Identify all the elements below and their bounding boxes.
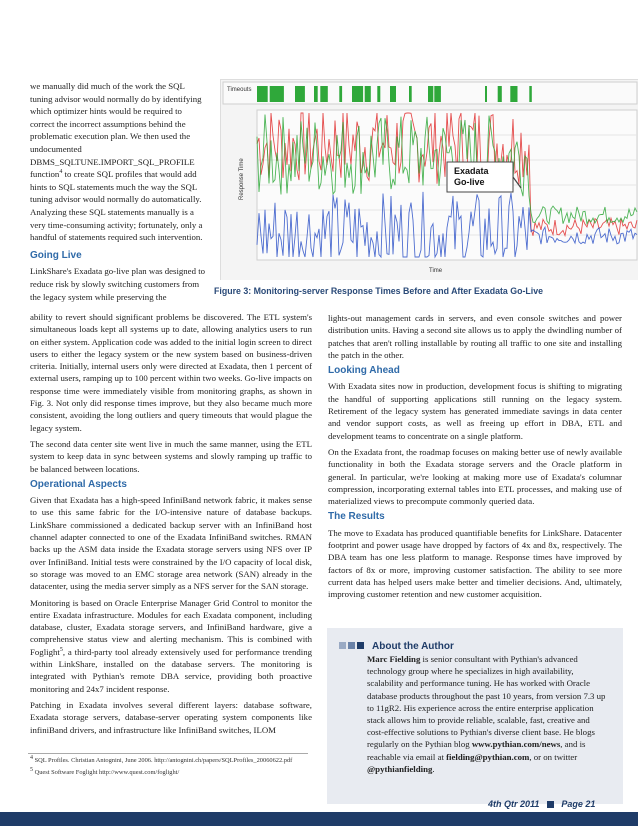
- results-paragraph: The move to Exadata has produced quantifiable benefits for LinkShare. Datacenter footprint and power usage have dropped by factors of 4x and 8x, respectively. The DBA team has one less platform to manage. Response times have improved by factors of 8x or more, improving customer satisfaction. The ability to see more current data has helped users make better and timelier decisions. And, ultimately, improving customer retention and new customer acquisition.: [328, 527, 622, 600]
- go-live-annotation: Exadata Go-live: [454, 166, 489, 187]
- about-author-heading: About the Author: [372, 641, 454, 652]
- looking-ahead-heading: Looking Ahead: [328, 365, 400, 377]
- author-bio: Marc Fielding is senior consultant with Pythian's advanced technology group where he specializes in high availability, scalability and performance tuning. He has worked with Oracle database products throughout the past 10 years, from version 7.3 up to 11gR2. His experience across the entire enterprise application stack allows him to provide reliable, scalable, fast, creative and cost-effective solutions to Pythian's diverse client base. He blogs regularly on the Pythian blog www.pythian.com/news, and is reachable via email at fielding@pythian.com, or on twitter @pythianfielding.: [367, 654, 606, 774]
- timeout-block: [428, 86, 433, 102]
- timeout-block: [377, 86, 380, 102]
- x-axis-label: Time: [429, 268, 443, 274]
- response-time-chart: [220, 79, 638, 280]
- intro-paragraph: we manually did much of the work the SQL tuning advisor would normally do by identifying which optimizer hints would be required to correct the incorrect assumptions behind the problematic execution plan. We then used the undocumented DBMS_SQLTUNE.IMPORT_SQL_PROFILE function$^4$ to create SQL profiles that would add hints to SQL statements much the way the SQL tuning advisor would normally do automatically. Analyzing these SQL statements manually is a very time-consuming activity; fortunately, only a handful of statements required such intervention.: [30, 81, 203, 243]
- timeout-block: [257, 86, 264, 102]
- timeout-block: [510, 86, 517, 102]
- square-icon: [547, 801, 554, 808]
- author-blog-link[interactable]: www.pythian.com/news: [471, 739, 561, 750]
- operational-paragraph-1: Given that Exadata has a high-speed InfiniBand network fabric, it makes sense to use this same fabric for the I/O-intensive nature of database backups. LinkShare commissioned a dedicated backup server with an InfiniBand host channel adapter connected to one of the Exadata InfiniBand switches. RMAN backs up the ASM data inside the Exadata storage servers using NFS over IP over InfiniBand. Initial tests were constrained by the I/O capacity of local disk, so storage was moved to an EMC storage area network (SAN) already in the datacenter, using the media server simply as a NFS server for the SAN storage.: [30, 495, 312, 592]
- footnote-4: $^4$ SQL Profiles. Christian Antognini, June 2006. http://antognini.ch/papers/SQLProfiles_20060622.pdf: [30, 754, 293, 764]
- chart-svg: [221, 80, 638, 280]
- timeout-block: [434, 86, 441, 102]
- figure-caption: Figure 3: Monitoring-server Response Times Before and After Exadata Go-Live: [214, 286, 543, 296]
- left-main-column: [30, 311, 312, 740]
- timeout-block: [529, 86, 532, 102]
- square-icon: [339, 642, 346, 649]
- timeout-block: [301, 86, 305, 102]
- footnote-5: $^5$ Quest Software Foglight http://www.quest.com/foglight/: [30, 766, 180, 776]
- page-number: Page 21: [561, 799, 596, 809]
- timeout-block: [270, 86, 276, 102]
- about-author-box: [327, 628, 623, 804]
- operational-paragraph-3: Patching in Exadata involves several different layers: database software, Exadata storage servers, database-server operating system components like infiniBand drivers, and infrastructure like InfiniBand switches, ILOM: [30, 699, 312, 735]
- timeouts-label: Timeouts: [227, 87, 252, 93]
- issue-label: 4th Qtr 2011: [488, 799, 540, 809]
- timeout-block: [339, 86, 342, 102]
- timeout-block: [320, 86, 328, 102]
- right-column: [328, 312, 622, 605]
- timeout-block: [409, 86, 412, 102]
- author-name: Marc Fielding: [367, 654, 421, 664]
- square-icon: [348, 642, 355, 649]
- going-live-paragraph-1: ability to revert should significant problems be discovered. The ETL system's simultaneous loads kept all systems up to date, allowing analytics users to run on either system. Application code was added to the initial login screen to direct users to either the legacy system or the new system based on business-driven criteria. Initially, internal users only were directed at Exadata, then 1 percent of external users, ramping up to 100 percent within two weeks. Go-live impacts on response time were immediately visible from monitoring graphs, as shown in Fig. 3. Not only did response times improve, but they also became much more consistent, avoiding the long outliers and query timeouts that would plague the legacy system.: [30, 312, 312, 433]
- timeout-block: [498, 86, 502, 102]
- about-author-header: [339, 636, 454, 654]
- timeout-block: [314, 86, 318, 102]
- timeout-block: [263, 86, 267, 102]
- operational-heading: Operational Aspects: [30, 478, 127, 490]
- y-axis-label: Response Time: [239, 158, 245, 200]
- timeout-block: [365, 86, 371, 102]
- looking-ahead-paragraph-1: With Exadata sites now in production, development focus is shifting to migrating the handful of supporting applications still running on the legacy system. Retirement of the legacy system has generated immediate savings in data center and vendor support costs, as well as freeing up effort in DBA, ETL and development teams to concentrate on a single platform.: [328, 381, 622, 441]
- timeout-block: [352, 86, 359, 102]
- right-paragraph-top: lights-out management cards in servers, and even console switches and power distribution units. Having a second site allows us to apply the dwindling number of patches that aren't rolling installable by routing all traffic to one site and installing the patch in the other.: [328, 313, 622, 360]
- going-live-paragraph-2: The second data center site went live in much the same manner, using the ETL system to keep data in sync between systems and slowly ramping up traffic to be balanced between locations.: [30, 438, 312, 474]
- timeout-block: [276, 86, 284, 102]
- footnote-rule: [28, 753, 308, 754]
- footnotes: [30, 755, 320, 779]
- looking-ahead-paragraph-2: On the Exadata front, the roadmap focuses on making better use of newly available functionality in both the Exadata storage servers and the Oracle platform in general. In particular, we're looking at making more use of Exadata's columnar compression, incorporating external tables into ETL processes, and making use of materialized views to precompute commonly queried data.: [328, 446, 622, 507]
- operational-paragraph-2: Monitoring is based on Oracle Enterprise Manager Grid Control to monitor the entire Exadata infrastructure. Modules for each Exadata component, including database, cluster, Exadata storage servers, and InfiniBand hardware, give a comprehensive status view and alerting mechanism. This is combined with Foglight$^5$, a third-party tool already extensively used for performance trending within LinkShare, installed on the database servers. The monitoring is integrated with Pythian's remote DBA service, providing both proactive monitoring and 24x7 incident response.: [30, 597, 312, 694]
- footer-bar: [0, 812, 638, 826]
- going-live-intro: LinkShare's Exadata go-live plan was designed to reduce risk by slowly switching customers from the legacy system while preserving the: [30, 266, 206, 302]
- square-icon: [357, 642, 364, 649]
- left-intro-column: [30, 80, 206, 308]
- author-email-link[interactable]: fielding@pythian.com: [446, 751, 530, 762]
- timeout-block: [358, 86, 363, 102]
- page-footer: [488, 799, 595, 809]
- going-live-heading: Going Live: [30, 249, 82, 261]
- timeout-block: [390, 86, 396, 102]
- timeout-block: [485, 86, 487, 102]
- results-heading: The Results: [328, 511, 385, 523]
- author-twitter-link[interactable]: @pythianfielding: [367, 763, 433, 774]
